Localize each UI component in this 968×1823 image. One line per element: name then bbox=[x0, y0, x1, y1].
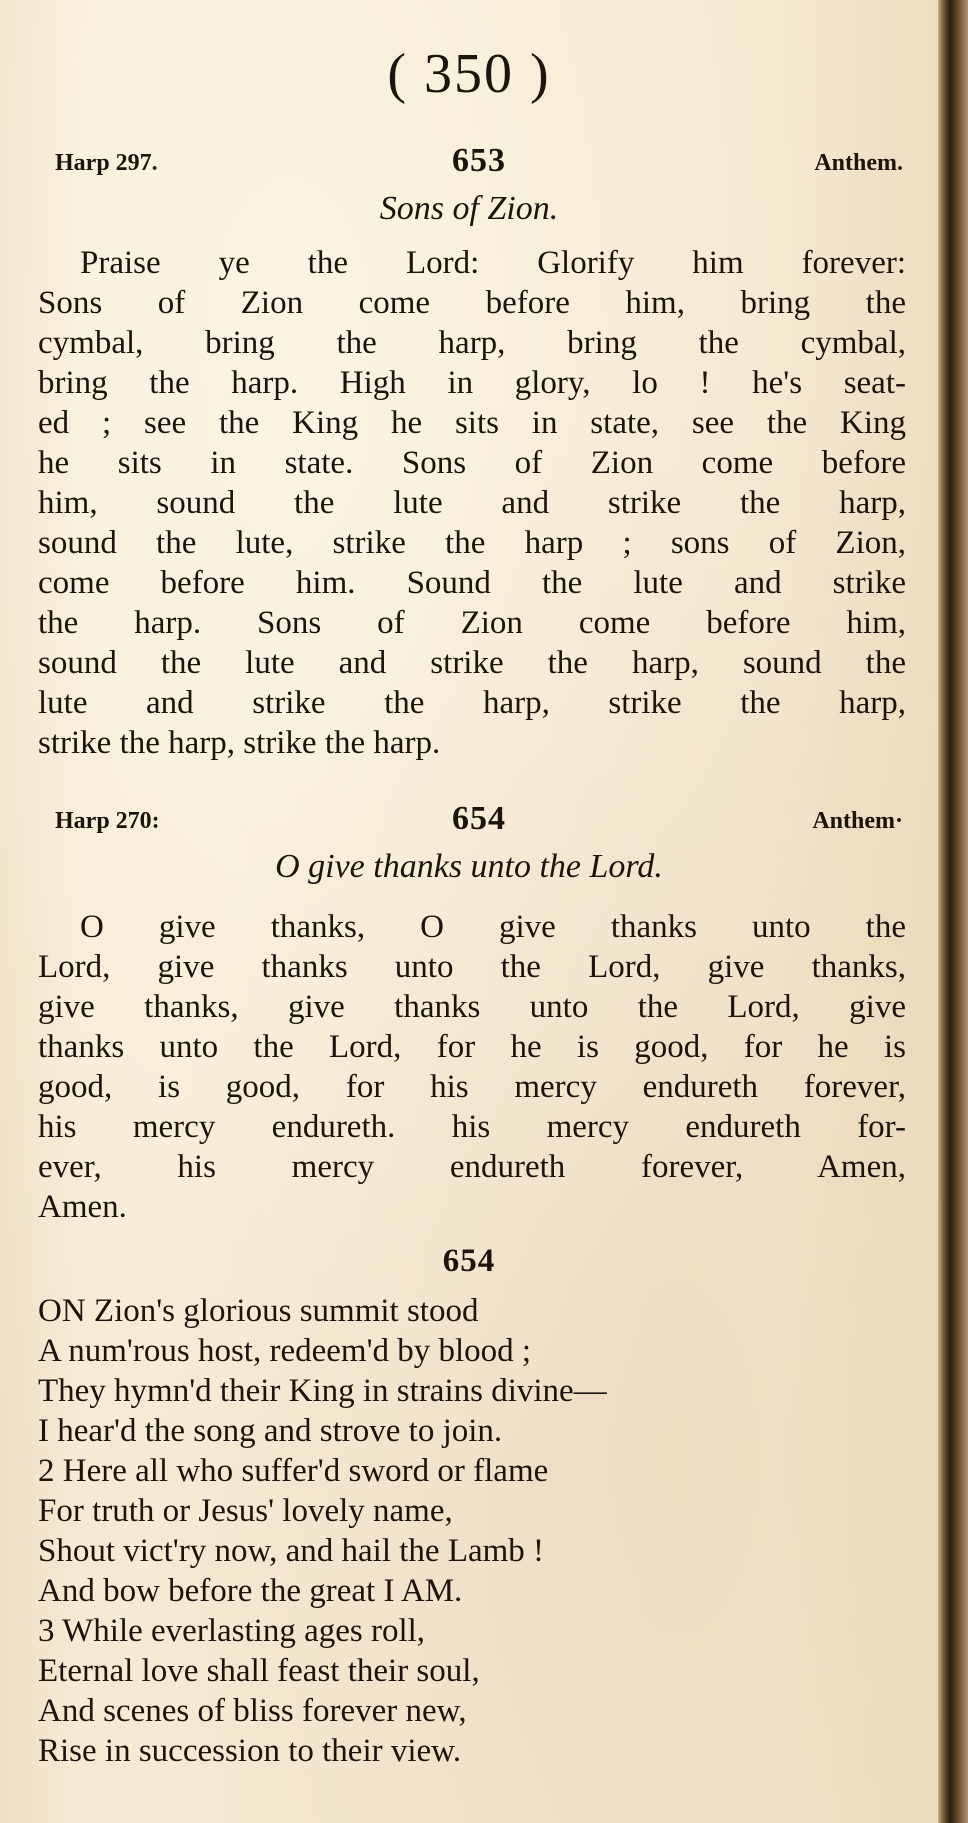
verse-line: 3 While everlasting ages roll, bbox=[38, 1613, 426, 1649]
text-line: lute and strike the harp, strike the harp, bbox=[38, 685, 906, 721]
text-line: Lord, give thanks unto the Lord, give thanks, bbox=[38, 949, 906, 985]
text-line: Praise ye the Lord: Glorify him forever: bbox=[80, 245, 906, 281]
text-line: strike the harp, strike the harp. bbox=[38, 725, 441, 761]
text-line: good, is good, for his mercy endureth forever, bbox=[38, 1069, 906, 1105]
hymn-654-header bbox=[55, 800, 903, 840]
text-line: the harp. Sons of Zion come before him, bbox=[38, 605, 906, 641]
text-line: him, sound the lute and strike the harp, bbox=[38, 485, 906, 521]
hymn-number: 653 bbox=[452, 142, 506, 179]
verse-line: And scenes of bliss forever new, bbox=[38, 1693, 467, 1729]
verse-line: I hear'd the song and strove to join. bbox=[38, 1413, 503, 1449]
verse-line: Rise in succession to their view. bbox=[38, 1733, 462, 1769]
text-line: O give thanks, O give thanks unto the bbox=[80, 909, 906, 945]
hymn-title: O give thanks unto the Lord. bbox=[275, 848, 663, 885]
hymn-654-text bbox=[38, 907, 906, 1227]
hymn-kind: Anthem. bbox=[814, 150, 903, 176]
verse-line: They hymn'd their King in strains divine— bbox=[38, 1373, 607, 1409]
text-line: cymbal, bring the harp, bring the cymbal, bbox=[38, 325, 906, 361]
hymn-number: 654 bbox=[452, 800, 506, 837]
hymn-title: Sons of Zion. bbox=[379, 190, 559, 227]
verse-line: Shout vict'ry now, and hail the Lamb ! bbox=[38, 1533, 545, 1569]
text-line: Sons of Zion come before him, bring the bbox=[38, 285, 906, 321]
verse-line: 2 Here all who suffer'd sword or flame bbox=[38, 1453, 549, 1489]
page-number: ( 350 ) bbox=[387, 43, 551, 105]
text-line: he sits in state. Sons of Zion come before bbox=[38, 445, 906, 481]
hymn-source: Harp 297. bbox=[55, 150, 158, 176]
verse-line: ON Zion's glorious summit stood bbox=[38, 1293, 479, 1329]
text-line: ever, his mercy endureth forever, Amen, bbox=[38, 1149, 906, 1185]
verse-line: For truth or Jesus' lovely name, bbox=[38, 1493, 453, 1529]
text-line: ed ; see the King he sits in state, see the King bbox=[38, 405, 906, 441]
text-line: sound the lute, strike the harp ; sons of Zion, bbox=[38, 525, 906, 561]
hymn-verse bbox=[38, 1291, 906, 1771]
verse-line: A num'rous host, redeem'd by blood ; bbox=[38, 1333, 532, 1369]
text-line: Amen. bbox=[38, 1189, 127, 1225]
hymn-source: Harp 270: bbox=[55, 808, 160, 834]
hymn-653-header bbox=[55, 142, 903, 182]
text-line: his mercy endureth. his mercy endureth for- bbox=[38, 1109, 906, 1145]
text-line: sound the lute and strike the harp, sound the bbox=[38, 645, 906, 681]
verse-line: Eternal love shall feast their soul, bbox=[38, 1653, 480, 1689]
text-line: bring the harp. High in glory, lo ! he's seat- bbox=[38, 365, 906, 401]
hymn-number: 654 bbox=[442, 1243, 496, 1279]
book-binding-edge bbox=[938, 0, 968, 1823]
text-line: come before him. Sound the lute and strike bbox=[38, 565, 906, 601]
text-line: give thanks, give thanks unto the Lord, give bbox=[38, 989, 906, 1025]
verse-line: And bow before the great I AM. bbox=[38, 1573, 463, 1609]
text-line: thanks unto the Lord, for he is good, for he is bbox=[38, 1029, 906, 1065]
hymn-653-text bbox=[38, 243, 906, 763]
hymn-kind: Anthem· bbox=[812, 808, 903, 834]
